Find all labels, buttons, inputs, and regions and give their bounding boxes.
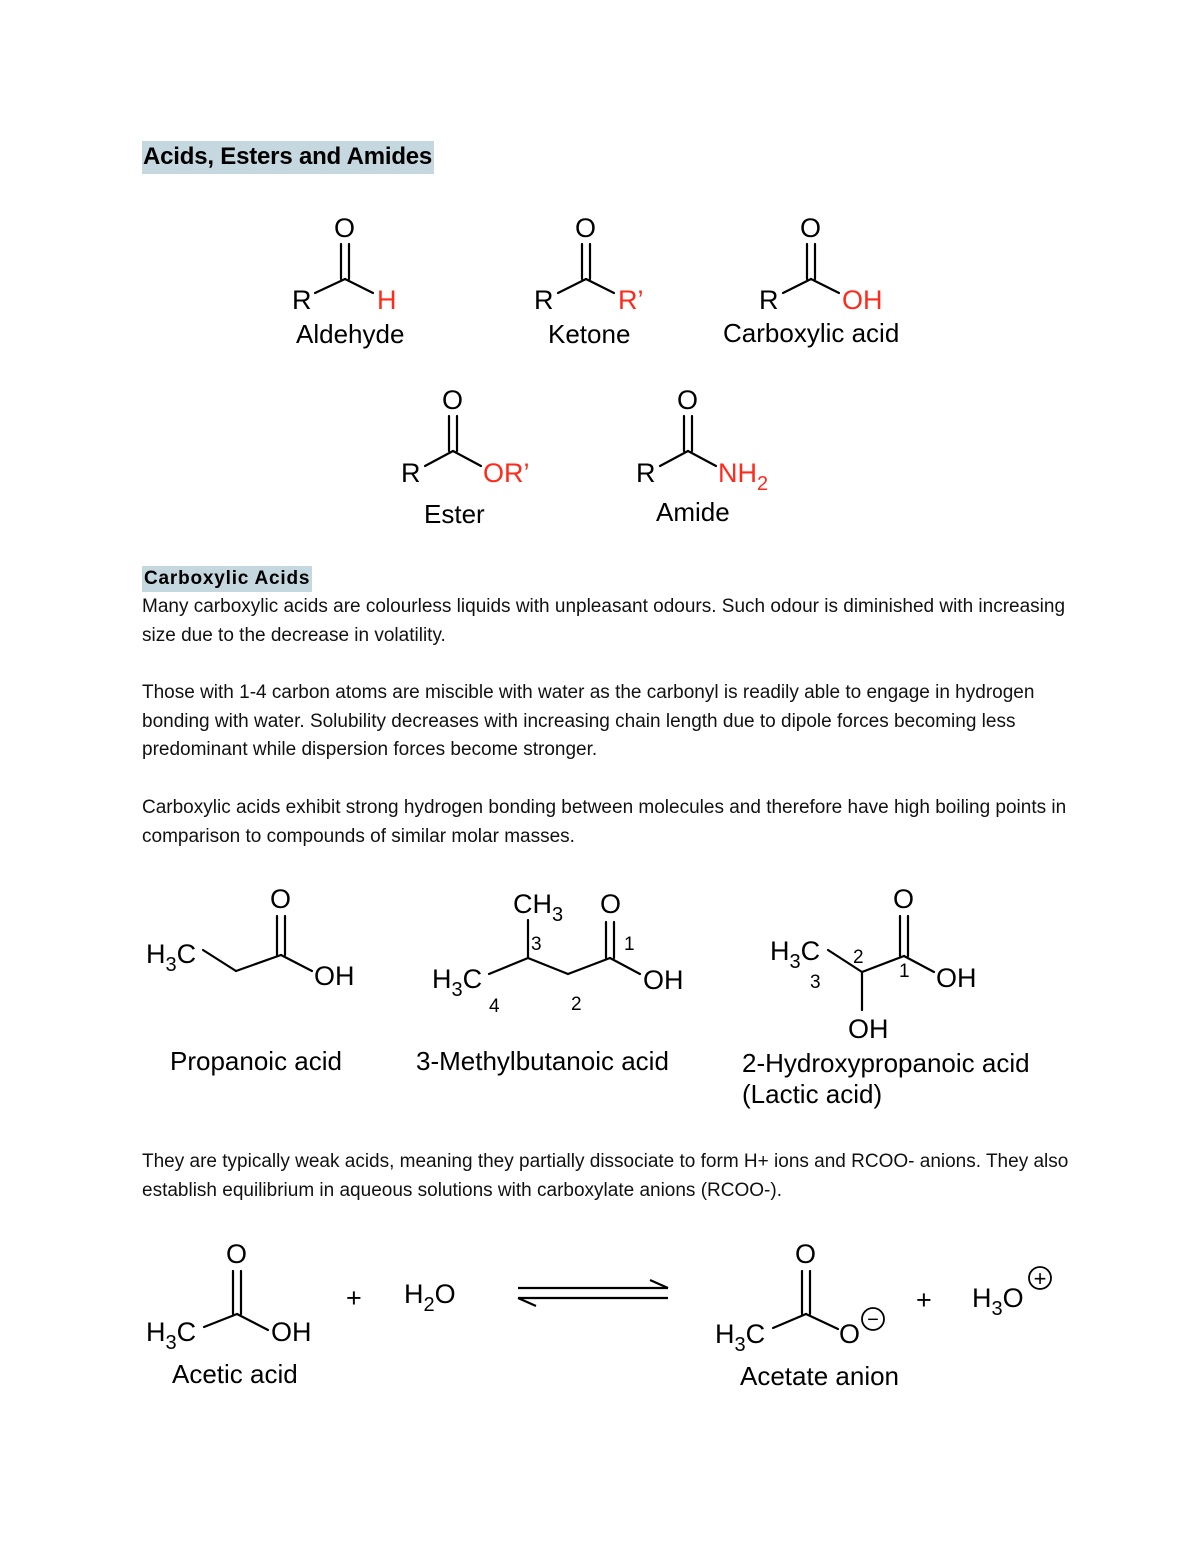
carbon-number-2: 2 (571, 994, 582, 1015)
hydronium-ion: $H_3O$ (972, 1283, 1024, 1320)
lactic-hydroxyl: OH (848, 1014, 889, 1044)
methylbutanoic-oh: OH (643, 965, 684, 995)
ester-or-prime: OR’ (483, 458, 530, 488)
acetate-anion-structure (715, 1239, 899, 1391)
ketone-oxygen: O (575, 213, 597, 243)
aldehyde-h: H (377, 285, 397, 315)
functional-groups-figure (0, 0, 1200, 560)
carboxylic-acid-structure (723, 213, 899, 348)
lactic-label: 2-Hydroxypropanoic acid (742, 1048, 1030, 1078)
acetic-acid-equilibrium-figure (0, 1235, 1200, 1405)
amide-oxygen: O (677, 385, 699, 415)
aldehyde-label: Aldehyde (296, 319, 405, 349)
acetate-h3c: $H_3C$ (715, 1319, 766, 1356)
acetic-label: Acetic acid (172, 1359, 298, 1389)
carbon-number-1: 1 (624, 934, 635, 955)
carbon-number-4: 4 (489, 996, 500, 1017)
amide-structure (636, 385, 768, 527)
paragraph-weak-acids: They are typically weak acids, meaning they partially dissociate to form H+ ions and RCOO- anions. They also establish equilibrium in aqueous solutions with carboxylate anions (RCOO-). (142, 1151, 1069, 1201)
methylbutanoic-h3c: $H_3C$ (432, 964, 483, 1001)
propanoic-label: Propanoic acid (170, 1046, 342, 1076)
example-acids-figure (0, 870, 1200, 1130)
methylbutanoic-label: 3-Methylbutanoic acid (416, 1046, 669, 1076)
propanoic-oxygen: O (270, 884, 292, 914)
acetate-label: Acetate anion (740, 1361, 900, 1391)
carbon-number-3: 3 (531, 934, 542, 955)
negative-charge-sign: − (867, 1309, 879, 1331)
carboxylic-r: R (759, 285, 779, 315)
plus-sign-reactants: + (346, 1283, 362, 1313)
carboxylic-label: Carboxylic acid (723, 318, 900, 348)
ester-oxygen: O (442, 385, 464, 415)
lactic-carbon-number-3: 3 (810, 972, 821, 993)
amide-nh2: $NH_2$ (718, 458, 769, 495)
aldehyde-oxygen: O (334, 213, 356, 243)
acetic-oxygen: O (226, 1239, 248, 1269)
acetic-h3c: $H_3C$ (146, 1317, 197, 1354)
lactic-carbon-number-2: 2 (853, 947, 864, 968)
paragraph-odour: Many carboxylic acids are colourless liquids with unpleasant odours. Such odour is diminished with increasing size due to the decrease in volatility. (142, 596, 1066, 646)
propanoic-oh: OH (314, 961, 355, 991)
paragraph-solubility: Those with 1-4 carbon atoms are miscible with water as the carbonyl is readily able to engage in hydrogen bonding with water. Solubility decreases with increasing chain length due to dipole forces becoming less predominant while dispersion forces become stronger. (142, 682, 1035, 761)
lactic-oxygen: O (893, 884, 915, 914)
ester-label: Ester (424, 499, 485, 529)
ketone-r: R (534, 285, 554, 315)
water-molecule: $H_2O$ (404, 1279, 456, 1316)
acetic-oh: OH (271, 1317, 312, 1347)
ketone-label: Ketone (548, 319, 631, 349)
ketone-r-prime: R’ (618, 285, 644, 315)
methylbutanoic-oxygen: O (600, 889, 622, 919)
amide-r: R (636, 458, 656, 488)
page-title: Acids, Esters and Amides (142, 141, 434, 174)
carboxylic-oxygen: O (800, 213, 822, 243)
acetic-acid-structure (146, 1239, 312, 1389)
lactic-carbon-number-1: 1 (899, 961, 910, 982)
lactic-oh: OH (936, 963, 977, 993)
amide-label: Amide (656, 497, 730, 527)
plus-sign-products: + (916, 1285, 932, 1315)
aldehyde-structure (292, 213, 404, 349)
ketone-structure (534, 213, 644, 349)
propanoic-h3c: $H_3C$ (146, 939, 197, 976)
ester-structure (401, 385, 530, 529)
aldehyde-r: R (292, 285, 312, 315)
acetate-oxygen: O (795, 1239, 817, 1269)
acetate-oxygen-anion: O (839, 1319, 861, 1349)
positive-charge-sign: + (1033, 1266, 1047, 1291)
propanoic-acid-structure (146, 884, 355, 1076)
lactic-label-common: (Lactic acid) (742, 1079, 883, 1109)
carboxylic-oh: OH (842, 285, 883, 315)
equilibrium-arrows (518, 1280, 668, 1306)
section-heading: Carboxylic Acids (142, 566, 312, 592)
methylbutanoic-ch3: $CH_3$ (513, 889, 564, 926)
methylbutanoic-acid-structure (416, 889, 684, 1076)
paragraph-boiling-points: Carboxylic acids exhibit strong hydrogen bonding between molecules and therefore have high boiling points in comparison to compounds of similar molar masses. (142, 797, 1067, 847)
ester-r: R (401, 458, 421, 488)
lactic-h3c: $H_3C$ (770, 936, 821, 973)
lactic-acid-structure (742, 884, 1030, 1109)
